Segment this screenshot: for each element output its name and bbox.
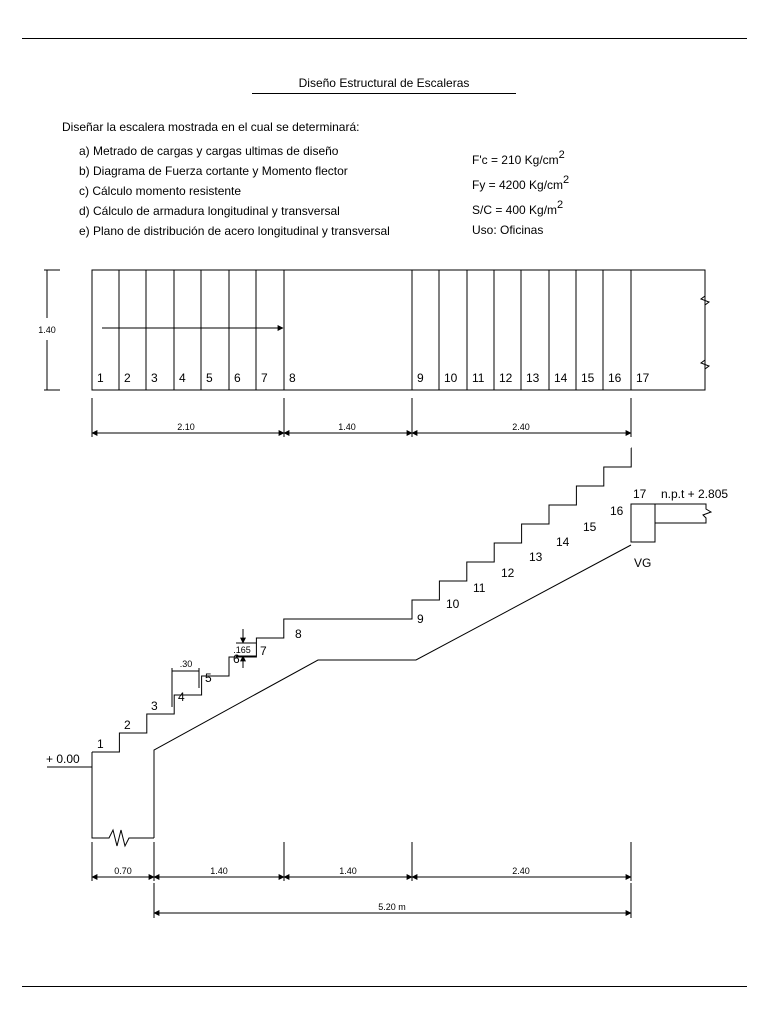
stair-profile — [92, 448, 631, 752]
task-item: c) Cálculo momento resistente — [79, 184, 242, 198]
plan-dimension-lines — [92, 398, 631, 437]
section-step-label: 10 — [446, 597, 460, 611]
section-step-label: 12 — [501, 566, 515, 580]
plan-step-label: 12 — [499, 371, 513, 385]
intro-text: Diseñar la escalera mostrada en el cual se determinará: — [62, 120, 360, 134]
plan-step-label: 15 — [581, 371, 595, 385]
section-dim-label: 1.40 — [210, 866, 228, 876]
stair-soffit — [154, 545, 631, 838]
section-step-label: 15 — [583, 520, 597, 534]
level-start-label: + 0.00 — [46, 752, 80, 766]
plan-dim-label: 1.40 — [338, 422, 356, 432]
section-step-label: 17 — [633, 487, 647, 501]
section-step-label: 1 — [97, 737, 104, 751]
spec-fc-text: F'c = 210 Kg/cm — [472, 153, 559, 167]
section-step-label: 5 — [205, 671, 212, 685]
plan-step-label: 8 — [289, 371, 296, 385]
plan-step-label: 1 — [97, 371, 104, 385]
spec-fy-exponent: 2 — [563, 174, 570, 186]
plan-step-label: 7 — [261, 371, 268, 385]
riser-label: .165 — [233, 645, 251, 655]
plan-step-label: 17 — [636, 371, 650, 385]
section-dimension-lines — [92, 842, 631, 918]
section-step-label: 9 — [417, 612, 424, 626]
plan-step-label: 2 — [124, 371, 131, 385]
plan-step-label: 3 — [151, 371, 158, 385]
plan-width-label: 1.40 — [38, 325, 56, 335]
section-step-label: 14 — [556, 535, 570, 549]
plan-view — [44, 270, 709, 437]
page-title: Diseño Estructural de Escaleras — [298, 76, 470, 90]
plan-step-label: 11 — [472, 371, 485, 385]
beam-vg — [631, 504, 655, 542]
plan-dim-label: 2.40 — [512, 422, 530, 432]
plan-step-labels — [97, 371, 650, 385]
level-end-label: n.p.t + 2.805 — [661, 487, 729, 501]
plan-step-label: 14 — [554, 371, 568, 385]
spec-sc-text: S/C = 400 Kg/m — [472, 203, 558, 217]
plan-step-label: 6 — [234, 371, 241, 385]
plan-step-label: 10 — [444, 371, 458, 385]
section-view — [47, 448, 711, 918]
task-item: d) Cálculo de armadura longitudinal y transversal — [79, 204, 340, 218]
plan-step-label: 4 — [179, 371, 186, 385]
section-dim-label: 0.70 — [114, 866, 132, 876]
plan-dim-label: 2.10 — [177, 422, 195, 432]
plan-step-label: 13 — [526, 371, 540, 385]
section-step-label: 7 — [260, 644, 267, 658]
task-item: a) Metrado de cargas y cargas ultimas de diseño — [79, 144, 339, 158]
section-step-label: 3 — [151, 699, 158, 713]
section-total-label: 5.20 m — [378, 902, 406, 912]
section-step-label: 13 — [529, 550, 543, 564]
spec-fy-text: Fy = 4200 Kg/cm — [472, 178, 564, 192]
section-step-label: 4 — [178, 690, 185, 704]
spec-sc-exponent: 2 — [557, 199, 564, 211]
section-step-label: 16 — [610, 504, 624, 518]
foundation-outline — [92, 752, 154, 846]
spec-uso: Uso: Oficinas — [472, 223, 544, 237]
plan-step-label: 16 — [608, 371, 622, 385]
section-step-label: 11 — [473, 581, 486, 595]
section-step-label: 8 — [295, 627, 302, 641]
section-dim-label: 1.40 — [339, 866, 357, 876]
task-item: b) Diagrama de Fuerza cortante y Momento flector — [79, 164, 348, 178]
tread-label: .30 — [179, 659, 193, 669]
beam-label: VG — [634, 556, 652, 570]
section-step-label: 6 — [233, 652, 240, 666]
plan-step-label: 9 — [417, 371, 424, 385]
task-item: e) Plano de distribución de acero longitudinal y transversal — [79, 224, 390, 238]
spec-fc-exponent: 2 — [558, 149, 565, 161]
section-step-label: 2 — [124, 718, 131, 732]
slab-break-icon — [655, 504, 711, 523]
section-dim-label: 2.40 — [512, 866, 530, 876]
plan-step-label: 5 — [206, 371, 213, 385]
